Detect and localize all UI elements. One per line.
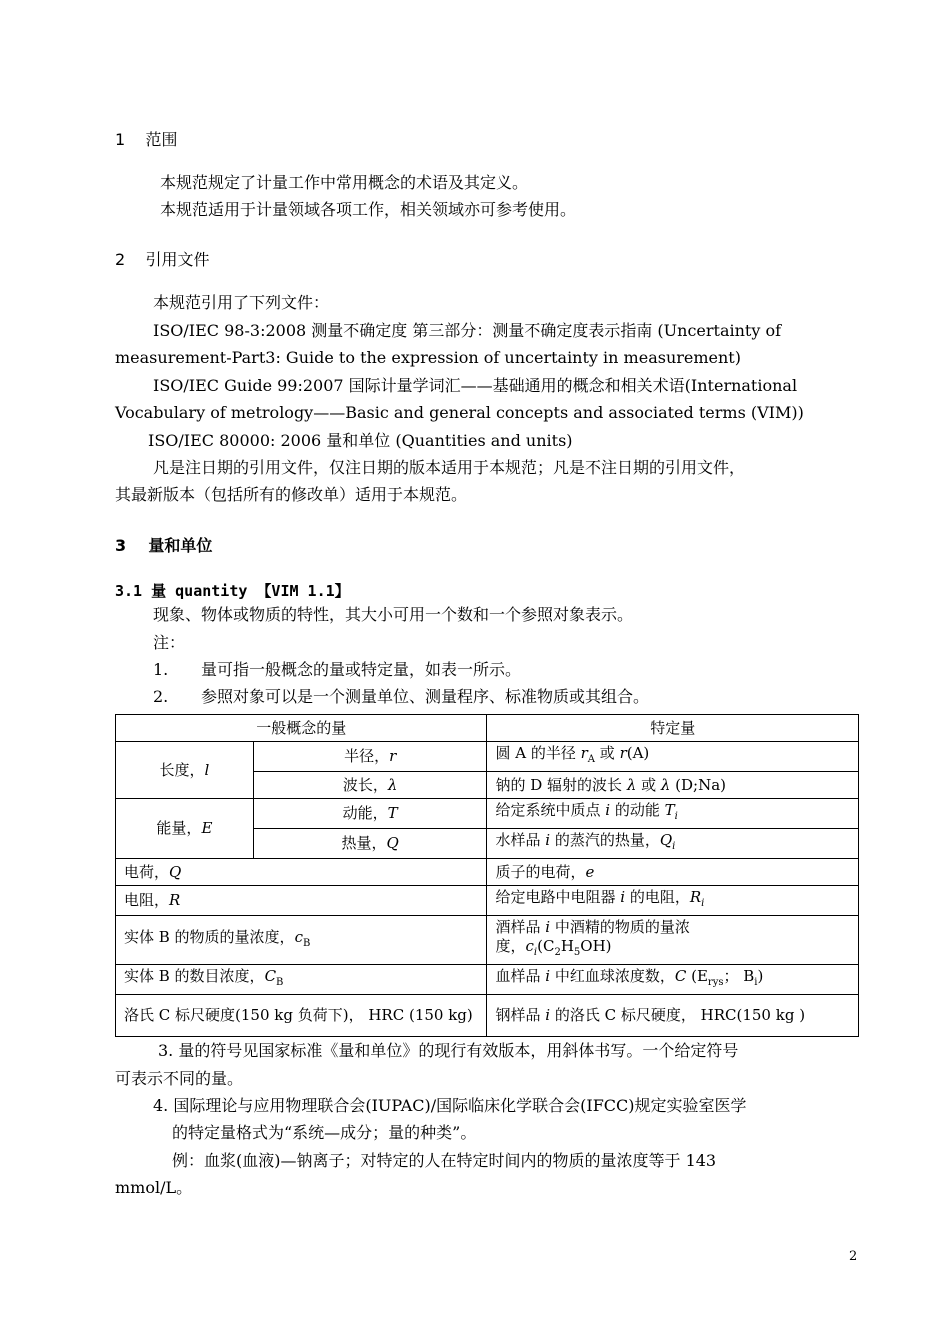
section-3-number: 3 [115,536,127,555]
table-row [116,886,859,916]
section-3-title: 量和单位 [148,536,213,555]
dated-reference-note-line-1: 凡是注日期的引用文件，仅注日期的版本适用于本规范；凡是不注日期的引用文件， [153,458,746,477]
cell-kinetic-energy-specific: 给定系统中质点 i 的动能 $T_i$ [487,799,859,829]
note-2-number: 2. [153,687,169,706]
cell-energy: 能量，E [116,799,254,859]
quantity-definition: 现象、物体或物质的特性，其大小可用一个数和一个参照对象表示。 [153,605,634,624]
cell-rockwell-hardness-specific: 钢样品 i 的洛氏 C 标尺硬度， HRC(150 kg ) [487,995,859,1037]
quantity-table [115,714,859,1037]
cell-amount-concentration-specific: 酒样品 i 中酒精的物质的量浓 度，$c_i(C_2H_5OH)$ [487,916,859,965]
cell-number-concentration: 实体 B 的数目浓度，$C_B$ [116,965,487,995]
section-2-heading [115,247,210,270]
cell-charge: 电荷，Q [116,859,487,886]
cell-charge-specific: 质子的电荷，e [487,859,859,886]
section-2-intro: 本规范引用了下列文件： [153,293,330,312]
table-row [116,916,859,965]
cell-rockwell-hardness: 洛氏 C 标尺硬度(150 kg 负荷下)， HRC (150 kg) [116,995,487,1037]
cell-amount-concentration: 实体 B 的物质的量浓度，$c_B$ [116,916,487,965]
cell-kinetic-energy: 动能，T [253,799,487,829]
table-header-row [116,715,859,742]
reference-3: ISO/IEC 80000: 2006 量和单位 (Quantities and units) [148,431,573,450]
table-row [116,859,859,886]
section-1-paragraph-2: 本规范适用于计量领域各项工作，相关领域亦可参考使用。 [160,200,577,219]
cell-radius: 半径，r [253,742,487,772]
cell-number-concentration-specific: 血样品 i 中红血球浓度数，C ($E_{rys}$； $B_i$) [487,965,859,995]
note-1-text: 量可指一般概念的量或特定量，如表一所示。 [201,660,522,679]
table-row [116,965,859,995]
section-1-number: 1 [115,130,126,149]
table-row [116,799,859,829]
note-label: 注： [153,633,186,652]
section-2-title: 引用文件 [145,250,210,269]
note-4-line-2: 的特定量格式为“系统—成分；量的种类”。 [172,1123,477,1142]
section-3-heading [115,533,212,556]
note-2 [153,686,649,708]
section-1-title: 范围 [145,130,178,149]
subsection-3-1-heading: 3.1 量 quantity 【VIM 1.1】 [115,582,350,600]
dated-reference-note-line-2: 其最新版本（包括所有的修改单）适用于本规范。 [115,485,468,504]
cell-resistance-specific: 给定电路中电阻器 i 的电阻，$R_i$ [487,886,859,916]
table-row [116,995,859,1037]
section-1-paragraph-1: 本规范规定了计量工作中常用概念的术语及其定义。 [160,173,529,192]
example-line-2: mmol/L。 [115,1178,193,1197]
note-3-line-2: 可表示不同的量。 [115,1069,244,1088]
reference-2-line-2: Vocabulary of metrology——Basic and general concepts and associated terms (VIM)) [115,403,804,422]
section-2-number: 2 [115,250,126,269]
cell-wavelength: 波长，λ [253,772,487,799]
reference-1-line-2: measurement-Part3: Guide to the expression of uncertainty in measurement) [115,348,741,367]
cell-heat-specific: 水样品 i 的蒸汽的热量，$Q_i$ [487,829,859,859]
cell-radius-specific: 圆 A 的半径 $r_A$ 或 r(A) [487,742,859,772]
note-1 [153,659,521,681]
note-2-text: 参照对象可以是一个测量单位、测量程序、标准物质或其组合。 [201,687,650,706]
reference-2-line-1: ISO/IEC Guide 99:2007 国际计量学词汇——基础通用的概念和相关术语(International [153,376,798,395]
cell-heat: 热量，Q [253,829,487,859]
cell-resistance: 电阻，R [116,886,487,916]
cell-wavelength-specific: 钠的 D 辐射的波长 λ 或 λ (D;Na) [487,772,859,799]
section-1-heading [115,127,178,150]
reference-1-line-1: ISO/IEC 98-3:2008 测量不确定度 第三部分：测量不确定度表示指南 (Uncertainty of [153,321,782,340]
note-3-line-1: 3. 量的符号见国家标准《量和单位》的现行有效版本，用斜体书写。一个给定符号 [158,1041,739,1060]
example-line-1: 例：血浆(血液)—钠离子；对特定的人在特定时间内的物质的量浓度等于 143 [172,1151,717,1170]
cell-length: 长度，l [116,742,254,799]
header-specific-quantity: 特定量 [487,715,859,742]
note-1-number: 1. [153,660,169,679]
note-4-line-1: 4. 国际理论与应用物理联合会(IUPAC)/国际临床化学联合会(IFCC)规定实验室医学 [153,1096,747,1115]
table-row [116,742,859,772]
page-number: 2 [849,1249,858,1264]
header-general-quantity: 一般概念的量 [116,715,487,742]
